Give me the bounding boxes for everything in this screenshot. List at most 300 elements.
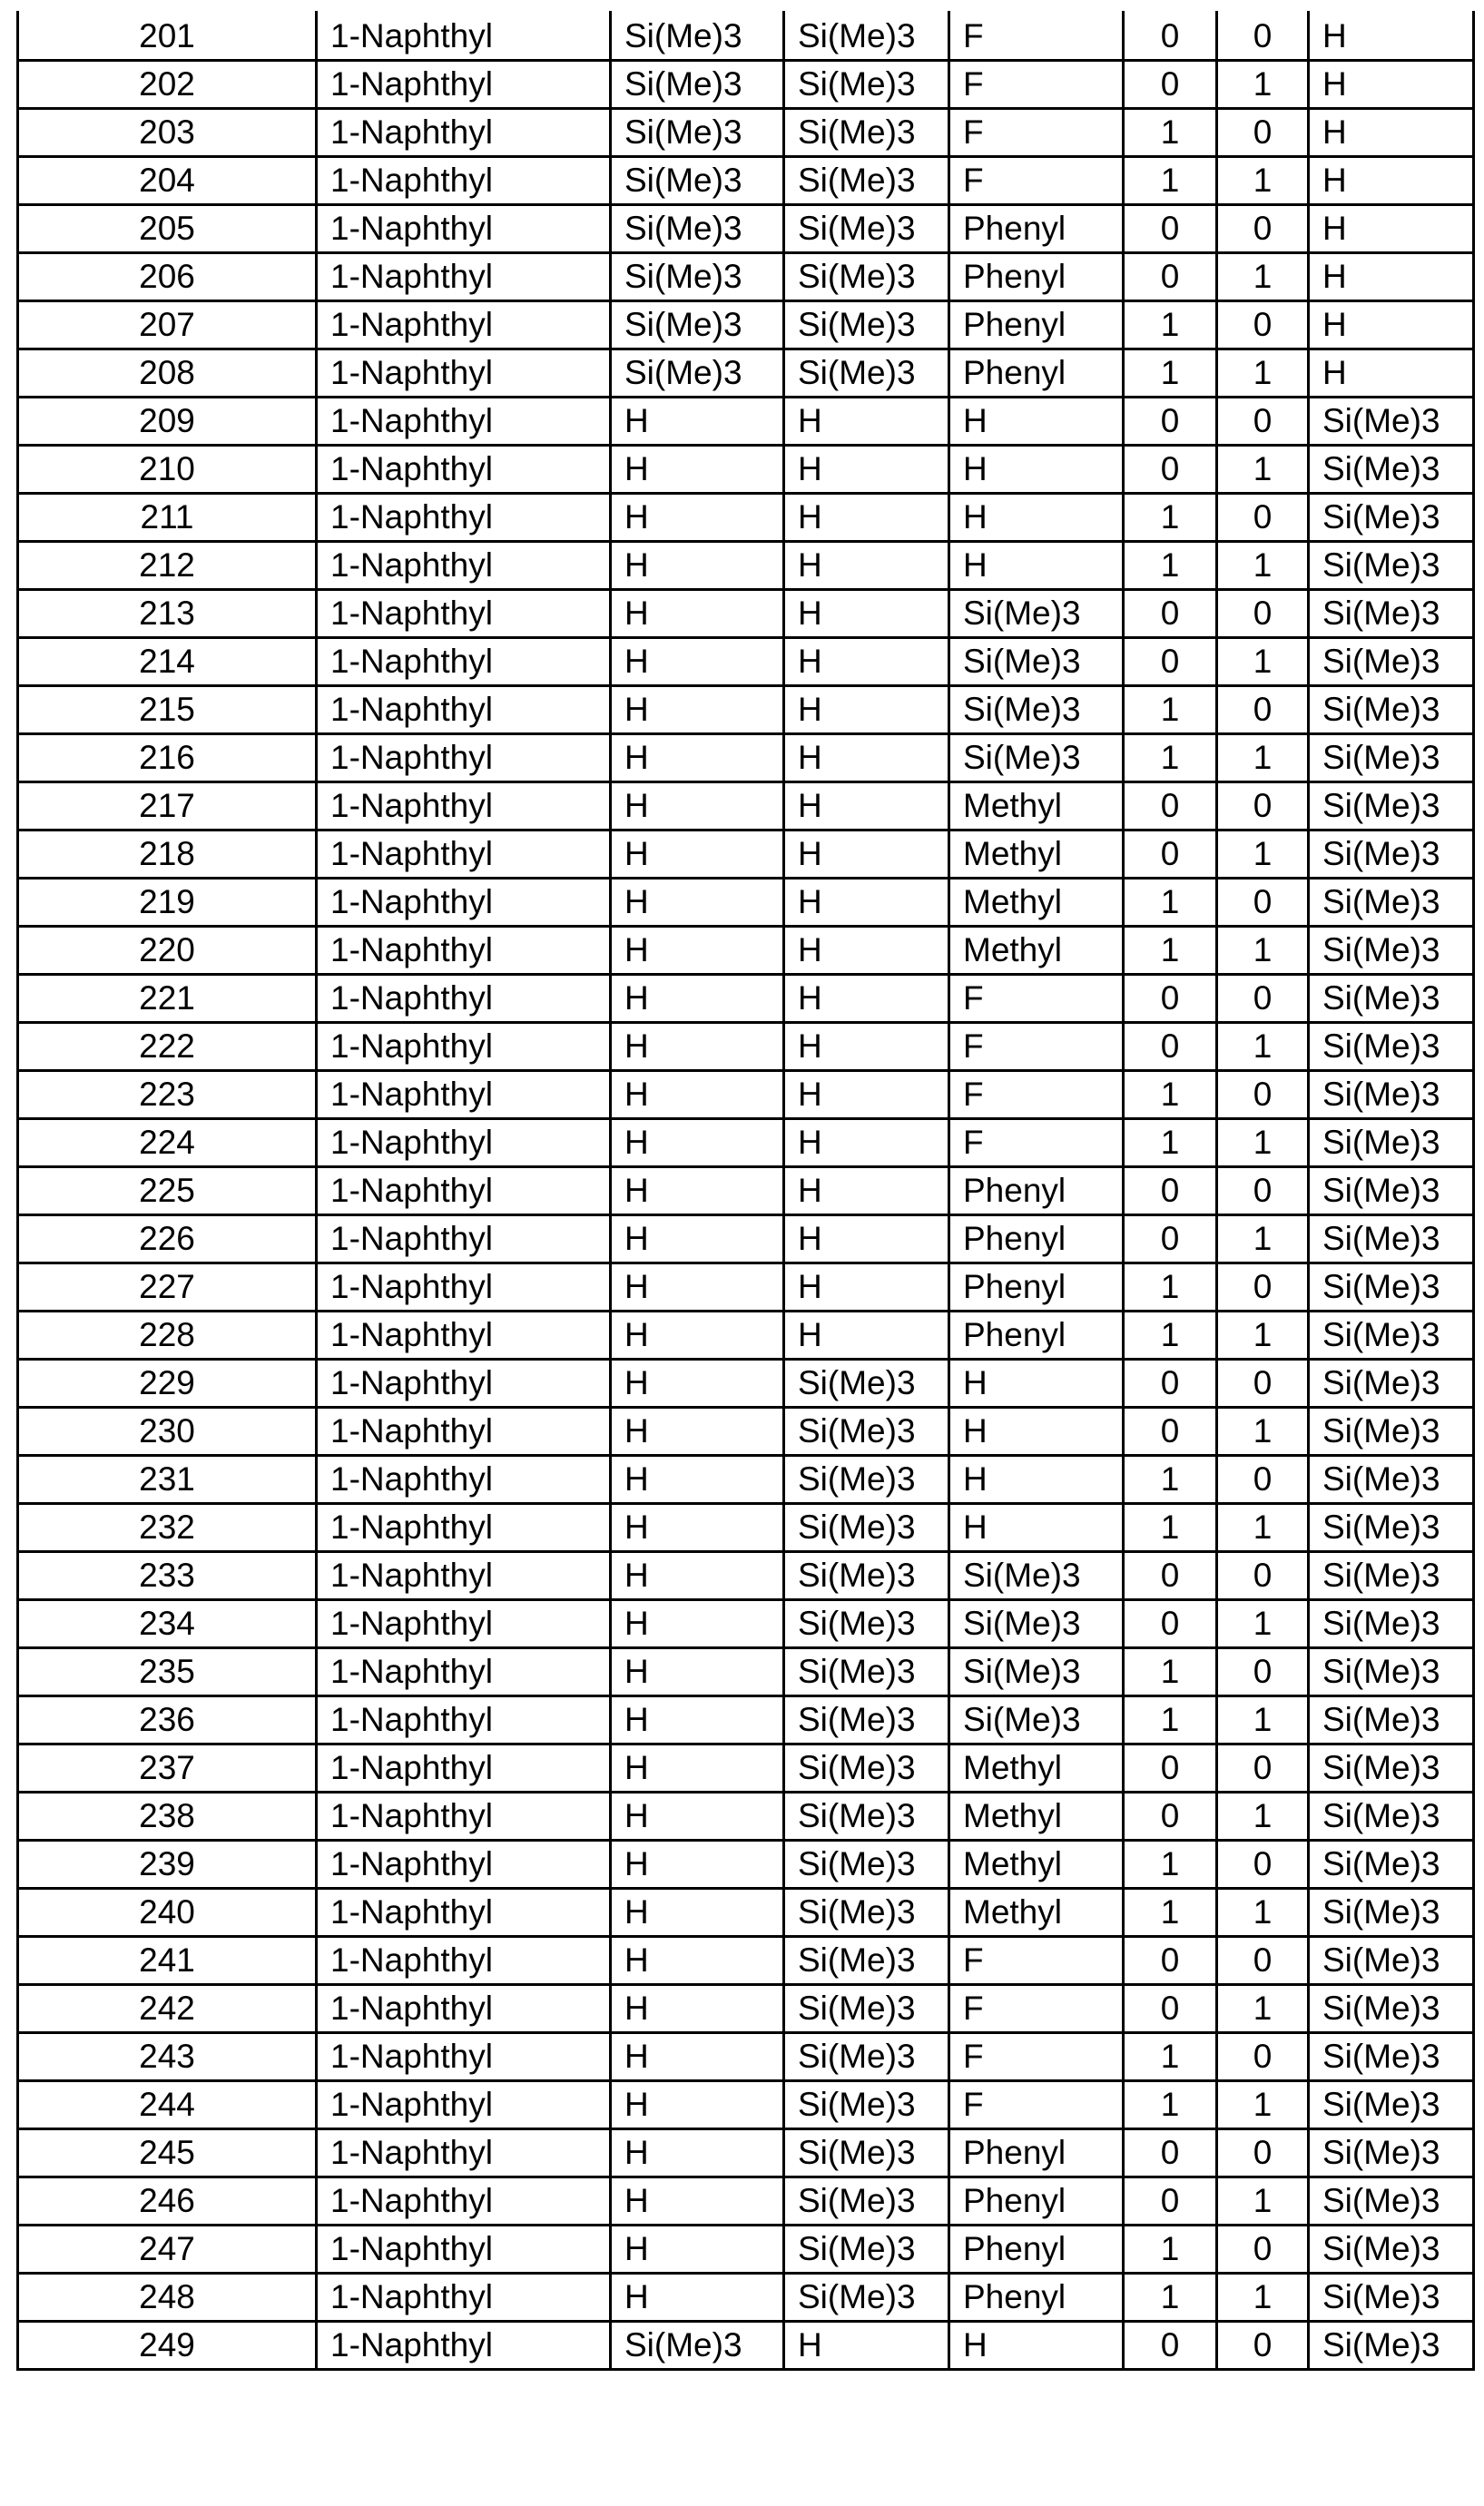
r1-cell: H xyxy=(611,1841,784,1889)
n-cell: 0 xyxy=(1217,1071,1309,1119)
table-row xyxy=(18,1312,1474,1360)
r1-cell: H xyxy=(611,2274,784,2322)
n-cell: 1 xyxy=(1217,542,1309,590)
aryl-cell: 1-Naphthyl xyxy=(317,2081,611,2129)
r2-cell: H xyxy=(784,927,949,975)
n-cell: 0 xyxy=(1217,2322,1309,2370)
table-row xyxy=(18,590,1474,638)
r4-cell: Si(Me)3 xyxy=(1309,1215,1474,1263)
r1-cell: H xyxy=(611,1215,784,1263)
r2-cell: Si(Me)3 xyxy=(784,2081,949,2129)
r3-cell: F xyxy=(949,109,1124,157)
m-cell: 0 xyxy=(1124,1793,1217,1841)
r1-cell: H xyxy=(611,927,784,975)
m-cell: 0 xyxy=(1124,2129,1217,2177)
table-row xyxy=(18,398,1474,446)
compound-number-cell: 216 xyxy=(18,734,317,782)
r2-cell: Si(Me)3 xyxy=(784,1793,949,1841)
n-cell: 1 xyxy=(1217,61,1309,109)
r4-cell: H xyxy=(1309,349,1474,398)
aryl-cell: 1-Naphthyl xyxy=(317,1985,611,2033)
r2-cell: H xyxy=(784,975,949,1023)
table-row xyxy=(18,2322,1474,2370)
r1-cell: H xyxy=(611,1696,784,1744)
compound-number-cell: 207 xyxy=(18,301,317,349)
table-row xyxy=(18,1504,1474,1552)
table-row xyxy=(18,1841,1474,1889)
m-cell: 0 xyxy=(1124,205,1217,253)
compound-number-cell: 222 xyxy=(18,1023,317,1071)
compound-number-cell: 202 xyxy=(18,61,317,109)
r2-cell: H xyxy=(784,638,949,686)
n-cell: 1 xyxy=(1217,253,1309,301)
n-cell: 1 xyxy=(1217,349,1309,398)
r4-cell: Si(Me)3 xyxy=(1309,590,1474,638)
r2-cell: H xyxy=(784,1215,949,1263)
r1-cell: H xyxy=(611,2129,784,2177)
r1-cell: H xyxy=(611,879,784,927)
aryl-cell: 1-Naphthyl xyxy=(317,61,611,109)
r4-cell: Si(Me)3 xyxy=(1309,1071,1474,1119)
aryl-cell: 1-Naphthyl xyxy=(317,1360,611,1408)
r3-cell: Methyl xyxy=(949,879,1124,927)
compound-number-cell: 203 xyxy=(18,109,317,157)
m-cell: 1 xyxy=(1124,879,1217,927)
r3-cell: H xyxy=(949,542,1124,590)
aryl-cell: 1-Naphthyl xyxy=(317,1937,611,1985)
table-row xyxy=(18,2129,1474,2177)
r2-cell: Si(Me)3 xyxy=(784,1504,949,1552)
r1-cell: H xyxy=(611,590,784,638)
m-cell: 1 xyxy=(1124,109,1217,157)
n-cell: 0 xyxy=(1217,1552,1309,1600)
compound-number-cell: 233 xyxy=(18,1552,317,1600)
compound-number-cell: 235 xyxy=(18,1648,317,1696)
r4-cell: Si(Me)3 xyxy=(1309,830,1474,879)
r3-cell: H xyxy=(949,1360,1124,1408)
r1-cell: H xyxy=(611,1167,784,1215)
compound-number-cell: 211 xyxy=(18,494,317,542)
r4-cell: Si(Me)3 xyxy=(1309,927,1474,975)
m-cell: 0 xyxy=(1124,1600,1217,1648)
aryl-cell: 1-Naphthyl xyxy=(317,398,611,446)
r4-cell: H xyxy=(1309,205,1474,253)
r3-cell: Si(Me)3 xyxy=(949,590,1124,638)
r4-cell: Si(Me)3 xyxy=(1309,2177,1474,2226)
compound-number-cell: 227 xyxy=(18,1263,317,1312)
m-cell: 1 xyxy=(1124,349,1217,398)
r2-cell: H xyxy=(784,830,949,879)
r3-cell: H xyxy=(949,1408,1124,1456)
table-row xyxy=(18,1456,1474,1504)
r4-cell: Si(Me)3 xyxy=(1309,542,1474,590)
table-row xyxy=(18,975,1474,1023)
n-cell: 1 xyxy=(1217,927,1309,975)
n-cell: 1 xyxy=(1217,1793,1309,1841)
r1-cell: Si(Me)3 xyxy=(611,205,784,253)
r3-cell: Phenyl xyxy=(949,205,1124,253)
r3-cell: Phenyl xyxy=(949,349,1124,398)
r1-cell: H xyxy=(611,734,784,782)
r2-cell: Si(Me)3 xyxy=(784,2129,949,2177)
compound-number-cell: 212 xyxy=(18,542,317,590)
r2-cell: H xyxy=(784,1312,949,1360)
aryl-cell: 1-Naphthyl xyxy=(317,494,611,542)
r4-cell: Si(Me)3 xyxy=(1309,1312,1474,1360)
n-cell: 0 xyxy=(1217,782,1309,830)
r3-cell: Si(Me)3 xyxy=(949,1648,1124,1696)
r2-cell: H xyxy=(784,1119,949,1167)
compound-number-cell: 246 xyxy=(18,2177,317,2226)
r4-cell: Si(Me)3 xyxy=(1309,2322,1474,2370)
r4-cell: Si(Me)3 xyxy=(1309,1360,1474,1408)
compound-number-cell: 240 xyxy=(18,1889,317,1937)
r1-cell: Si(Me)3 xyxy=(611,301,784,349)
m-cell: 1 xyxy=(1124,1119,1217,1167)
r3-cell: H xyxy=(949,446,1124,494)
r2-cell: H xyxy=(784,1071,949,1119)
m-cell: 0 xyxy=(1124,11,1217,61)
r4-cell: Si(Me)3 xyxy=(1309,1889,1474,1937)
compound-number-cell: 220 xyxy=(18,927,317,975)
aryl-cell: 1-Naphthyl xyxy=(317,1648,611,1696)
r4-cell: Si(Me)3 xyxy=(1309,1648,1474,1696)
r1-cell: H xyxy=(611,1456,784,1504)
table-row xyxy=(18,1408,1474,1456)
compound-table xyxy=(16,11,1475,2371)
aryl-cell: 1-Naphthyl xyxy=(317,446,611,494)
aryl-cell: 1-Naphthyl xyxy=(317,1167,611,1215)
compound-number-cell: 218 xyxy=(18,830,317,879)
m-cell: 1 xyxy=(1124,1071,1217,1119)
aryl-cell: 1-Naphthyl xyxy=(317,1408,611,1456)
r1-cell: Si(Me)3 xyxy=(611,11,784,61)
r4-cell: Si(Me)3 xyxy=(1309,1023,1474,1071)
n-cell: 0 xyxy=(1217,205,1309,253)
m-cell: 0 xyxy=(1124,638,1217,686)
r1-cell: H xyxy=(611,1744,784,1793)
n-cell: 1 xyxy=(1217,1023,1309,1071)
table-row xyxy=(18,2033,1474,2081)
compound-number-cell: 206 xyxy=(18,253,317,301)
r1-cell: H xyxy=(611,1119,784,1167)
r3-cell: F xyxy=(949,1071,1124,1119)
aryl-cell: 1-Naphthyl xyxy=(317,301,611,349)
r3-cell: F xyxy=(949,2081,1124,2129)
n-cell: 1 xyxy=(1217,1889,1309,1937)
r3-cell: F xyxy=(949,11,1124,61)
r2-cell: H xyxy=(784,879,949,927)
compound-number-cell: 241 xyxy=(18,1937,317,1985)
m-cell: 0 xyxy=(1124,1744,1217,1793)
m-cell: 1 xyxy=(1124,1889,1217,1937)
table-row xyxy=(18,782,1474,830)
r1-cell: Si(Me)3 xyxy=(611,109,784,157)
m-cell: 0 xyxy=(1124,398,1217,446)
r4-cell: Si(Me)3 xyxy=(1309,1696,1474,1744)
table-row xyxy=(18,1552,1474,1600)
table-body xyxy=(18,11,1474,2370)
n-cell: 0 xyxy=(1217,1263,1309,1312)
r2-cell: Si(Me)3 xyxy=(784,2274,949,2322)
aryl-cell: 1-Naphthyl xyxy=(317,11,611,61)
aryl-cell: 1-Naphthyl xyxy=(317,1841,611,1889)
r4-cell: Si(Me)3 xyxy=(1309,879,1474,927)
r4-cell: Si(Me)3 xyxy=(1309,1408,1474,1456)
n-cell: 0 xyxy=(1217,1167,1309,1215)
n-cell: 1 xyxy=(1217,1215,1309,1263)
r4-cell: Si(Me)3 xyxy=(1309,1552,1474,1600)
compound-number-cell: 209 xyxy=(18,398,317,446)
r4-cell: H xyxy=(1309,301,1474,349)
r4-cell: Si(Me)3 xyxy=(1309,1985,1474,2033)
r1-cell: Si(Me)3 xyxy=(611,61,784,109)
aryl-cell: 1-Naphthyl xyxy=(317,1504,611,1552)
n-cell: 0 xyxy=(1217,1360,1309,1408)
compound-number-cell: 215 xyxy=(18,686,317,734)
r1-cell: H xyxy=(611,830,784,879)
compound-number-cell: 243 xyxy=(18,2033,317,2081)
r2-cell: Si(Me)3 xyxy=(784,109,949,157)
r1-cell: H xyxy=(611,2177,784,2226)
r3-cell: H xyxy=(949,494,1124,542)
r2-cell: Si(Me)3 xyxy=(784,2033,949,2081)
r2-cell: Si(Me)3 xyxy=(784,157,949,205)
r3-cell: Phenyl xyxy=(949,2274,1124,2322)
compound-number-cell: 242 xyxy=(18,1985,317,2033)
r3-cell: Si(Me)3 xyxy=(949,638,1124,686)
m-cell: 0 xyxy=(1124,975,1217,1023)
compound-number-cell: 247 xyxy=(18,2226,317,2274)
r1-cell: H xyxy=(611,542,784,590)
table-row xyxy=(18,11,1474,61)
compound-number-cell: 223 xyxy=(18,1071,317,1119)
aryl-cell: 1-Naphthyl xyxy=(317,157,611,205)
table-row xyxy=(18,205,1474,253)
table-row xyxy=(18,734,1474,782)
r4-cell: H xyxy=(1309,157,1474,205)
r4-cell: Si(Me)3 xyxy=(1309,1793,1474,1841)
m-cell: 1 xyxy=(1124,2226,1217,2274)
aryl-cell: 1-Naphthyl xyxy=(317,1456,611,1504)
m-cell: 1 xyxy=(1124,2033,1217,2081)
compound-number-cell: 239 xyxy=(18,1841,317,1889)
r3-cell: Phenyl xyxy=(949,253,1124,301)
m-cell: 0 xyxy=(1124,2322,1217,2370)
compound-number-cell: 217 xyxy=(18,782,317,830)
table-row xyxy=(18,830,1474,879)
table-row xyxy=(18,1167,1474,1215)
table-row xyxy=(18,927,1474,975)
n-cell: 1 xyxy=(1217,1504,1309,1552)
r2-cell: H xyxy=(784,1167,949,1215)
r1-cell: H xyxy=(611,1985,784,2033)
r4-cell: Si(Me)3 xyxy=(1309,1600,1474,1648)
m-cell: 0 xyxy=(1124,61,1217,109)
compound-number-cell: 221 xyxy=(18,975,317,1023)
r3-cell: F xyxy=(949,1023,1124,1071)
aryl-cell: 1-Naphthyl xyxy=(317,1552,611,1600)
r3-cell: Si(Me)3 xyxy=(949,1696,1124,1744)
m-cell: 0 xyxy=(1124,590,1217,638)
r2-cell: H xyxy=(784,1263,949,1312)
r4-cell: Si(Me)3 xyxy=(1309,1263,1474,1312)
table-row xyxy=(18,1648,1474,1696)
r2-cell: Si(Me)3 xyxy=(784,1552,949,1600)
n-cell: 0 xyxy=(1217,109,1309,157)
r1-cell: H xyxy=(611,1023,784,1071)
r4-cell: Si(Me)3 xyxy=(1309,1744,1474,1793)
m-cell: 0 xyxy=(1124,2177,1217,2226)
compound-number-cell: 249 xyxy=(18,2322,317,2370)
aryl-cell: 1-Naphthyl xyxy=(317,638,611,686)
n-cell: 0 xyxy=(1217,975,1309,1023)
r4-cell: H xyxy=(1309,109,1474,157)
r4-cell: Si(Me)3 xyxy=(1309,2033,1474,2081)
r3-cell: F xyxy=(949,975,1124,1023)
r3-cell: Phenyl xyxy=(949,301,1124,349)
n-cell: 0 xyxy=(1217,1744,1309,1793)
r3-cell: H xyxy=(949,2322,1124,2370)
table-row xyxy=(18,1119,1474,1167)
r4-cell: Si(Me)3 xyxy=(1309,975,1474,1023)
r2-cell: Si(Me)3 xyxy=(784,301,949,349)
compound-number-cell: 238 xyxy=(18,1793,317,1841)
table-row xyxy=(18,301,1474,349)
r3-cell: F xyxy=(949,157,1124,205)
r1-cell: H xyxy=(611,1600,784,1648)
m-cell: 1 xyxy=(1124,1696,1217,1744)
n-cell: 1 xyxy=(1217,1119,1309,1167)
aryl-cell: 1-Naphthyl xyxy=(317,542,611,590)
r2-cell: H xyxy=(784,398,949,446)
r2-cell: Si(Me)3 xyxy=(784,2226,949,2274)
r3-cell: Phenyl xyxy=(949,2226,1124,2274)
r2-cell: Si(Me)3 xyxy=(784,1889,949,1937)
r3-cell: H xyxy=(949,1504,1124,1552)
m-cell: 1 xyxy=(1124,686,1217,734)
r4-cell: Si(Me)3 xyxy=(1309,398,1474,446)
n-cell: 0 xyxy=(1217,1937,1309,1985)
r4-cell: Si(Me)3 xyxy=(1309,1456,1474,1504)
r2-cell: Si(Me)3 xyxy=(784,1937,949,1985)
table-row xyxy=(18,109,1474,157)
r4-cell: H xyxy=(1309,61,1474,109)
m-cell: 0 xyxy=(1124,1408,1217,1456)
aryl-cell: 1-Naphthyl xyxy=(317,1071,611,1119)
n-cell: 0 xyxy=(1217,2033,1309,2081)
table-row xyxy=(18,2226,1474,2274)
n-cell: 1 xyxy=(1217,1985,1309,2033)
r3-cell: Phenyl xyxy=(949,1263,1124,1312)
n-cell: 1 xyxy=(1217,157,1309,205)
aryl-cell: 1-Naphthyl xyxy=(317,686,611,734)
m-cell: 0 xyxy=(1124,1985,1217,2033)
m-cell: 1 xyxy=(1124,157,1217,205)
r1-cell: H xyxy=(611,782,784,830)
m-cell: 0 xyxy=(1124,830,1217,879)
n-cell: 0 xyxy=(1217,590,1309,638)
table-row xyxy=(18,1215,1474,1263)
table-row xyxy=(18,1985,1474,2033)
compound-number-cell: 213 xyxy=(18,590,317,638)
n-cell: 1 xyxy=(1217,2177,1309,2226)
table-row xyxy=(18,542,1474,590)
r2-cell: H xyxy=(784,494,949,542)
table-row xyxy=(18,1600,1474,1648)
r4-cell: Si(Me)3 xyxy=(1309,1841,1474,1889)
m-cell: 1 xyxy=(1124,542,1217,590)
aryl-cell: 1-Naphthyl xyxy=(317,2322,611,2370)
r1-cell: H xyxy=(611,1360,784,1408)
r2-cell: H xyxy=(784,590,949,638)
r2-cell: H xyxy=(784,542,949,590)
compound-number-cell: 229 xyxy=(18,1360,317,1408)
m-cell: 1 xyxy=(1124,1456,1217,1504)
r1-cell: H xyxy=(611,1648,784,1696)
r2-cell: Si(Me)3 xyxy=(784,1841,949,1889)
r3-cell: F xyxy=(949,1985,1124,2033)
r2-cell: Si(Me)3 xyxy=(784,1985,949,2033)
m-cell: 0 xyxy=(1124,1215,1217,1263)
m-cell: 1 xyxy=(1124,1841,1217,1889)
aryl-cell: 1-Naphthyl xyxy=(317,1889,611,1937)
r1-cell: H xyxy=(611,1937,784,1985)
r3-cell: Methyl xyxy=(949,1793,1124,1841)
r3-cell: F xyxy=(949,1937,1124,1985)
r1-cell: Si(Me)3 xyxy=(611,349,784,398)
r4-cell: H xyxy=(1309,253,1474,301)
r3-cell: F xyxy=(949,1119,1124,1167)
r2-cell: Si(Me)3 xyxy=(784,1360,949,1408)
r3-cell: Phenyl xyxy=(949,2177,1124,2226)
m-cell: 0 xyxy=(1124,1023,1217,1071)
compound-number-cell: 245 xyxy=(18,2129,317,2177)
m-cell: 1 xyxy=(1124,301,1217,349)
aryl-cell: 1-Naphthyl xyxy=(317,2177,611,2226)
compound-number-cell: 236 xyxy=(18,1696,317,1744)
r4-cell: Si(Me)3 xyxy=(1309,1167,1474,1215)
m-cell: 0 xyxy=(1124,1167,1217,1215)
m-cell: 1 xyxy=(1124,1504,1217,1552)
m-cell: 1 xyxy=(1124,494,1217,542)
table-row xyxy=(18,1263,1474,1312)
r1-cell: H xyxy=(611,1071,784,1119)
r1-cell: Si(Me)3 xyxy=(611,2322,784,2370)
table-row xyxy=(18,1744,1474,1793)
r4-cell: Si(Me)3 xyxy=(1309,1504,1474,1552)
r4-cell: Si(Me)3 xyxy=(1309,2081,1474,2129)
aryl-cell: 1-Naphthyl xyxy=(317,2274,611,2322)
compound-number-cell: 225 xyxy=(18,1167,317,1215)
r1-cell: H xyxy=(611,2033,784,2081)
r1-cell: H xyxy=(611,2081,784,2129)
n-cell: 1 xyxy=(1217,830,1309,879)
r3-cell: F xyxy=(949,2033,1124,2081)
n-cell: 0 xyxy=(1217,301,1309,349)
aryl-cell: 1-Naphthyl xyxy=(317,349,611,398)
aryl-cell: 1-Naphthyl xyxy=(317,1696,611,1744)
r3-cell: Methyl xyxy=(949,1744,1124,1793)
aryl-cell: 1-Naphthyl xyxy=(317,253,611,301)
n-cell: 1 xyxy=(1217,1408,1309,1456)
compound-number-cell: 237 xyxy=(18,1744,317,1793)
r3-cell: Si(Me)3 xyxy=(949,734,1124,782)
table-row xyxy=(18,1360,1474,1408)
r2-cell: Si(Me)3 xyxy=(784,2177,949,2226)
aryl-cell: 1-Naphthyl xyxy=(317,830,611,879)
compound-number-cell: 210 xyxy=(18,446,317,494)
